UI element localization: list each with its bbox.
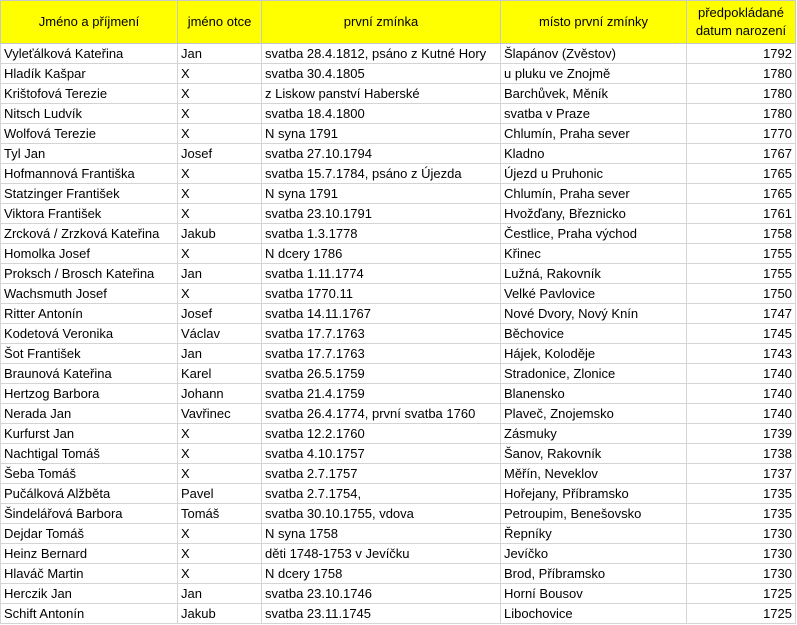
cell-name: Hertzog Barbora: [1, 384, 178, 404]
cell-place: Újezd u Pruhonic: [501, 164, 687, 184]
cell-name: Nachtigal Tomáš: [1, 444, 178, 464]
cell-first-mention: svatba 15.7.1784, psáno z Újezda: [262, 164, 501, 184]
cell-birth-year: 1780: [687, 84, 796, 104]
table-row: [1, 584, 796, 604]
cell-birth-year: 1758: [687, 224, 796, 244]
cell-name: Šeba Tomáš: [1, 464, 178, 484]
cell-name: Hladík Kašpar: [1, 64, 178, 84]
cell-birth-year: 1755: [687, 244, 796, 264]
cell-birth-year: 1767: [687, 144, 796, 164]
cell-place: Hořejany, Příbramsko: [501, 484, 687, 504]
cell-place: Řepníky: [501, 524, 687, 544]
cell-father-name: Josef: [178, 304, 262, 324]
cell-name: Hofmannová Františka: [1, 164, 178, 184]
cell-father-name: X: [178, 444, 262, 464]
table-row: [1, 344, 796, 364]
cell-first-mention: N syna 1791: [262, 124, 501, 144]
cell-place: Hvožďany, Březnicko: [501, 204, 687, 224]
cell-birth-year: 1730: [687, 544, 796, 564]
cell-birth-year: 1740: [687, 384, 796, 404]
cell-name: Kodetová Veronika: [1, 324, 178, 344]
cell-first-mention: svatba 17.7.1763: [262, 324, 501, 344]
table-row: [1, 484, 796, 504]
cell-name: Zrcková / Zrzková Kateřina: [1, 224, 178, 244]
table-row: [1, 364, 796, 384]
cell-first-mention: svatba 30.10.1755, vdova: [262, 504, 501, 524]
cell-father-name: Johann: [178, 384, 262, 404]
cell-place: Běchovice: [501, 324, 687, 344]
cell-birth-year: 1739: [687, 424, 796, 444]
cell-first-mention: svatba 12.2.1760: [262, 424, 501, 444]
table-row: [1, 224, 796, 244]
cell-place: Chlumín, Praha sever: [501, 184, 687, 204]
cell-place: Plaveč, Znojemsko: [501, 404, 687, 424]
cell-place: Blanensko: [501, 384, 687, 404]
cell-name: Schift Antonín: [1, 604, 178, 624]
table-row: [1, 424, 796, 444]
cell-place: Brod, Příbramsko: [501, 564, 687, 584]
cell-place: Čestlice, Praha východ: [501, 224, 687, 244]
header-name: Jméno a příjmení: [1, 1, 178, 44]
cell-father-name: X: [178, 184, 262, 204]
cell-father-name: X: [178, 244, 262, 264]
cell-first-mention: svatba 2.7.1754,: [262, 484, 501, 504]
cell-father-name: Jan: [178, 344, 262, 364]
cell-father-name: Jakub: [178, 224, 262, 244]
cell-father-name: X: [178, 464, 262, 484]
table-row: [1, 104, 796, 124]
table-row: [1, 444, 796, 464]
cell-first-mention: svatba 1.11.1774: [262, 264, 501, 284]
cell-birth-year: 1725: [687, 584, 796, 604]
cell-first-mention: svatba 18.4.1800: [262, 104, 501, 124]
cell-birth-year: 1761: [687, 204, 796, 224]
cell-father-name: X: [178, 284, 262, 304]
cell-place: Lužná, Rakovník: [501, 264, 687, 284]
cell-name: Braunová Kateřina: [1, 364, 178, 384]
cell-place: Barchůvek, Měník: [501, 84, 687, 104]
cell-first-mention: N dcery 1786: [262, 244, 501, 264]
cell-first-mention: svatba 21.4.1759: [262, 384, 501, 404]
header-row: [1, 1, 796, 44]
table-row: [1, 604, 796, 624]
table-row: [1, 124, 796, 144]
table-row: [1, 284, 796, 304]
cell-place: u pluku ve Znojmě: [501, 64, 687, 84]
cell-first-mention: svatba 23.10.1791: [262, 204, 501, 224]
cell-father-name: Vavřinec: [178, 404, 262, 424]
cell-birth-year: 1745: [687, 324, 796, 344]
table-row: [1, 184, 796, 204]
cell-father-name: Josef: [178, 144, 262, 164]
cell-place: Chlumín, Praha sever: [501, 124, 687, 144]
cell-name: Vyleťálková Kateřina: [1, 44, 178, 64]
cell-place: Libochovice: [501, 604, 687, 624]
cell-birth-year: 1780: [687, 64, 796, 84]
cell-first-mention: děti 1748-1753 v Jevíčku: [262, 544, 501, 564]
cell-name: Heinz Bernard: [1, 544, 178, 564]
cell-father-name: Tomáš: [178, 504, 262, 524]
cell-name: Dejdar Tomáš: [1, 524, 178, 544]
table-row: [1, 464, 796, 484]
cell-birth-year: 1730: [687, 524, 796, 544]
table-row: [1, 264, 796, 284]
table-row: [1, 44, 796, 64]
cell-birth-year: 1765: [687, 164, 796, 184]
cell-name: Wolfová Terezie: [1, 124, 178, 144]
header-first-mention: první zmínka: [262, 1, 501, 44]
table-row: [1, 164, 796, 184]
cell-father-name: Jan: [178, 44, 262, 64]
cell-first-mention: svatba 27.10.1794: [262, 144, 501, 164]
cell-place: Petroupim, Benešovsko: [501, 504, 687, 524]
cell-birth-year: 1747: [687, 304, 796, 324]
cell-name: Kurfurst Jan: [1, 424, 178, 444]
cell-birth-year: 1765: [687, 184, 796, 204]
cell-birth-year: 1735: [687, 484, 796, 504]
cell-father-name: X: [178, 524, 262, 544]
cell-first-mention: svatba 1770.11: [262, 284, 501, 304]
cell-first-mention: svatba 26.4.1774, první svatba 1760: [262, 404, 501, 424]
cell-place: Šanov, Rakovník: [501, 444, 687, 464]
cell-father-name: Jakub: [178, 604, 262, 624]
cell-father-name: X: [178, 64, 262, 84]
cell-birth-year: 1737: [687, 464, 796, 484]
cell-name: Nerada Jan: [1, 404, 178, 424]
cell-father-name: X: [178, 164, 262, 184]
cell-first-mention: svatba 30.4.1805: [262, 64, 501, 84]
cell-father-name: X: [178, 424, 262, 444]
cell-first-mention: svatba 23.11.1745: [262, 604, 501, 624]
cell-name: Pučálková Alžběta: [1, 484, 178, 504]
cell-name: Proksch / Brosch Kateřina: [1, 264, 178, 284]
cell-place: Nové Dvory, Nový Knín: [501, 304, 687, 324]
cell-birth-year: 1780: [687, 104, 796, 124]
cell-first-mention: N syna 1791: [262, 184, 501, 204]
cell-name: Tyl Jan: [1, 144, 178, 164]
table-row: [1, 144, 796, 164]
cell-birth-year: 1735: [687, 504, 796, 524]
cell-name: Nitsch Ludvík: [1, 104, 178, 124]
cell-name: Wachsmuth Josef: [1, 284, 178, 304]
cell-first-mention: svatba 17.7.1763: [262, 344, 501, 364]
cell-father-name: Václav: [178, 324, 262, 344]
table-body: [1, 44, 796, 624]
cell-name: Herczik Jan: [1, 584, 178, 604]
cell-birth-year: 1738: [687, 444, 796, 464]
cell-father-name: Pavel: [178, 484, 262, 504]
table-row: [1, 304, 796, 324]
cell-birth-year: 1740: [687, 404, 796, 424]
cell-father-name: Karel: [178, 364, 262, 384]
cell-name: Viktora František: [1, 204, 178, 224]
cell-birth-year: 1730: [687, 564, 796, 584]
cell-birth-year: 1725: [687, 604, 796, 624]
cell-name: Ritter Antonín: [1, 304, 178, 324]
header-place-of-first-mention: místo první zmínky: [501, 1, 687, 44]
cell-first-mention: svatba 23.10.1746: [262, 584, 501, 604]
cell-place: Hájek, Koloděje: [501, 344, 687, 364]
cell-place: Horní Bousov: [501, 584, 687, 604]
cell-birth-year: 1755: [687, 264, 796, 284]
cell-first-mention: svatba 26.5.1759: [262, 364, 501, 384]
table-row: [1, 384, 796, 404]
cell-father-name: X: [178, 544, 262, 564]
cell-place: Velké Pavlovice: [501, 284, 687, 304]
table-row: [1, 204, 796, 224]
cell-first-mention: N dcery 1758: [262, 564, 501, 584]
cell-name: Šindelářová Barbora: [1, 504, 178, 524]
cell-father-name: X: [178, 124, 262, 144]
cell-first-mention: svatba 2.7.1757: [262, 464, 501, 484]
table-row: [1, 84, 796, 104]
cell-father-name: X: [178, 564, 262, 584]
cell-place: Jevíčko: [501, 544, 687, 564]
table-row: [1, 504, 796, 524]
cell-place: Měřín, Neveklov: [501, 464, 687, 484]
cell-place: Šlapánov (Zvěstov): [501, 44, 687, 64]
table-row: [1, 324, 796, 344]
table-row: [1, 544, 796, 564]
cell-first-mention: svatba 14.11.1767: [262, 304, 501, 324]
cell-name: Statzinger František: [1, 184, 178, 204]
cell-birth-year: 1740: [687, 364, 796, 384]
cell-father-name: Jan: [178, 264, 262, 284]
table-row: [1, 244, 796, 264]
cell-birth-year: 1770: [687, 124, 796, 144]
cell-name: Šot František: [1, 344, 178, 364]
cell-father-name: X: [178, 84, 262, 104]
cell-first-mention: z Liskow panství Haberské: [262, 84, 501, 104]
table-row: [1, 64, 796, 84]
table-row: [1, 564, 796, 584]
cell-name: Hlaváč Martin: [1, 564, 178, 584]
cell-birth-year: 1792: [687, 44, 796, 64]
cell-first-mention: svatba 4.10.1757: [262, 444, 501, 464]
cell-place: Stradonice, Zlonice: [501, 364, 687, 384]
cell-place: Křinec: [501, 244, 687, 264]
cell-place: svatba v Praze: [501, 104, 687, 124]
table-row: [1, 524, 796, 544]
cell-first-mention: svatba 1.3.1778: [262, 224, 501, 244]
cell-place: Zásmuky: [501, 424, 687, 444]
cell-place: Kladno: [501, 144, 687, 164]
cell-father-name: X: [178, 204, 262, 224]
cell-name: Homolka Josef: [1, 244, 178, 264]
cell-first-mention: svatba 28.4.1812, psáno z Kutné Hory: [262, 44, 501, 64]
cell-father-name: X: [178, 104, 262, 124]
table-row: [1, 404, 796, 424]
header-father-name: jméno otce: [178, 1, 262, 44]
header-estimated-birth-date: předpokládané datum narození: [687, 1, 796, 44]
cell-father-name: Jan: [178, 584, 262, 604]
cell-first-mention: N syna 1758: [262, 524, 501, 544]
cell-birth-year: 1750: [687, 284, 796, 304]
cell-birth-year: 1743: [687, 344, 796, 364]
cell-name: Krištofová Terezie: [1, 84, 178, 104]
